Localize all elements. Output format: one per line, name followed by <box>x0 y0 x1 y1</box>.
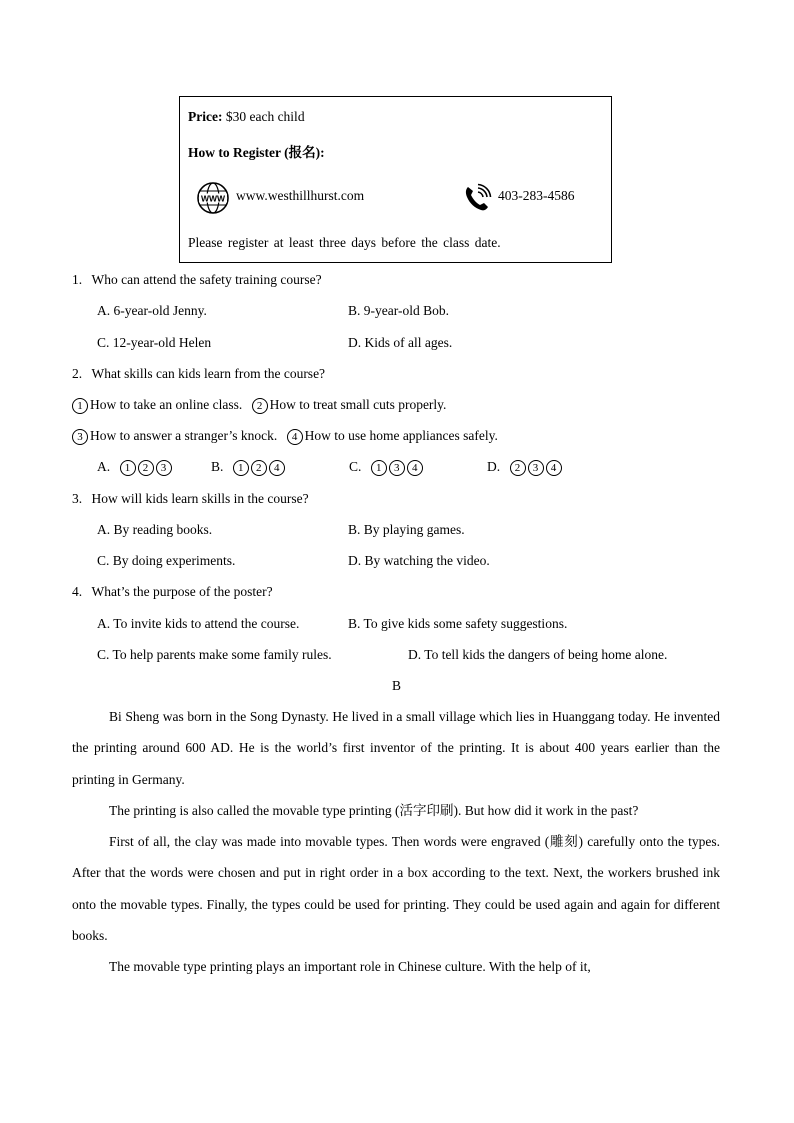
option-letter: A. <box>97 616 111 631</box>
globe-icon-text: WWW <box>200 193 226 204</box>
q2-option-a[interactable] <box>97 459 174 476</box>
option-letter: C. <box>349 459 362 474</box>
circled-number: 2 <box>252 398 268 414</box>
option-text: By playing games. <box>363 522 465 537</box>
option-text: To help parents make some family rules. <box>112 647 332 662</box>
passage-paragraph: Bi Sheng was born in the Song Dynasty. He lived in a small village which lies in Huanggang today. He invented the printing around 600 AD. He is the world’s first inventor of the printing. It is about 400 years earlier than the printing in Germany. <box>72 709 720 787</box>
question-text: What’s the purpose of the poster? <box>91 584 273 599</box>
option-letter: B. <box>348 303 361 318</box>
info-box <box>179 96 612 263</box>
q1-option-d[interactable] <box>348 335 452 351</box>
option-text: By reading books. <box>113 522 213 537</box>
passage-paragraph: The movable type printing plays an important role in Chinese culture. With the help of it, <box>109 959 591 975</box>
q4-option-c[interactable] <box>97 647 332 663</box>
passage-paragraph: The printing is also called the movable type printing (活字印刷). But how did it work in the past? <box>109 802 639 818</box>
question-text: How will kids learn skills in the course? <box>91 491 309 506</box>
question-number: 3. <box>72 491 83 506</box>
question-text: What skills can kids learn from the course? <box>91 366 326 381</box>
item-text: How to use home appliances safely. <box>304 428 498 443</box>
q1-option-b[interactable] <box>348 303 449 319</box>
option-letter: D. <box>487 459 501 474</box>
circled-number: 1 <box>371 460 387 476</box>
question-number: 2. <box>72 366 83 381</box>
option-text: By doing experiments. <box>112 553 236 568</box>
question-text: Who can attend the safety training course? <box>91 272 322 287</box>
option-letter: C. <box>97 553 110 568</box>
price-line <box>188 109 305 125</box>
circled-number: 3 <box>528 460 544 476</box>
q2-item-3 <box>72 428 498 445</box>
passage-paragraph: First of all, the clay was made into movable types. Then words were engraved (雕刻) carefully onto the types. After that the words were chosen and put in right order in a box according to the text. Next, the workers brushed ink onto the movable types. Finally, the types could be used for printing. They could be used again and again for different books. <box>72 834 720 944</box>
question-4 <box>72 584 273 600</box>
circled-number: 2 <box>138 460 154 476</box>
passage <box>72 701 720 983</box>
option-letter: C. <box>97 647 110 662</box>
q2-option-c[interactable] <box>349 459 425 476</box>
circled-number: 4 <box>287 429 303 445</box>
price-label: Price: <box>188 109 223 124</box>
option-text: Kids of all ages. <box>364 335 453 350</box>
circled-number: 2 <box>510 460 526 476</box>
circled-number: 1 <box>233 460 249 476</box>
q4-option-a[interactable] <box>97 616 299 632</box>
option-text: To tell kids the dangers of being home alone. <box>424 647 668 662</box>
circled-number: 4 <box>546 460 562 476</box>
circled-number: 3 <box>389 460 405 476</box>
option-letter: D. <box>348 553 362 568</box>
q1-option-a[interactable] <box>97 303 207 319</box>
option-text: 6-year-old Jenny. <box>113 303 207 318</box>
q2-option-b[interactable] <box>211 459 287 476</box>
q4-option-b[interactable] <box>348 616 567 632</box>
option-text: By watching the video. <box>364 553 490 568</box>
option-text: To give kids some safety suggestions. <box>363 616 568 631</box>
q1-option-c[interactable] <box>97 335 211 351</box>
option-letter: D. <box>408 647 422 662</box>
option-letter: C. <box>97 335 110 350</box>
q3-option-d[interactable] <box>348 553 490 569</box>
item-text: How to take an online class. <box>90 397 243 412</box>
circled-number: 1 <box>120 460 136 476</box>
item-text: How to treat small cuts properly. <box>269 397 447 412</box>
circled-number: 4 <box>407 460 423 476</box>
circled-number: 1 <box>72 398 88 414</box>
item-text: How to answer a stranger’s knock. <box>90 428 278 443</box>
globe-icon <box>196 181 230 215</box>
phone-number: 403-283-4586 <box>498 188 575 203</box>
q3-option-a[interactable] <box>97 522 212 538</box>
price-value: $30 each child <box>225 109 305 124</box>
option-letter: B. <box>348 616 361 631</box>
circled-number: 3 <box>72 429 88 445</box>
question-1 <box>72 272 322 288</box>
question-number: 1. <box>72 272 83 287</box>
phone-icon <box>462 183 492 213</box>
option-letter: A. <box>97 303 111 318</box>
circled-number: 3 <box>156 460 172 476</box>
register-note: Please register at least three days before the class date. <box>188 235 501 250</box>
option-letter: A. <box>97 459 111 474</box>
circled-number: 4 <box>269 460 285 476</box>
q3-option-c[interactable] <box>97 553 235 569</box>
section-heading: B <box>392 678 402 693</box>
option-text: To invite kids to attend the course. <box>113 616 300 631</box>
register-label: How to Register (报名): <box>188 145 325 160</box>
q4-option-d[interactable] <box>408 647 667 663</box>
question-3 <box>72 491 309 507</box>
option-letter: B. <box>211 459 224 474</box>
option-letter: D. <box>348 335 362 350</box>
circled-number: 2 <box>251 460 267 476</box>
q2-item-1 <box>72 397 446 414</box>
website-link[interactable]: www.westhillhurst.com <box>236 188 365 203</box>
option-text: 12-year-old Helen <box>112 335 212 350</box>
option-letter: A. <box>97 522 111 537</box>
question-number: 4. <box>72 584 83 599</box>
option-letter: B. <box>348 522 361 537</box>
q3-option-b[interactable] <box>348 522 465 538</box>
q2-option-d[interactable] <box>487 459 564 476</box>
option-text: 9-year-old Bob. <box>363 303 449 318</box>
question-2 <box>72 366 325 382</box>
